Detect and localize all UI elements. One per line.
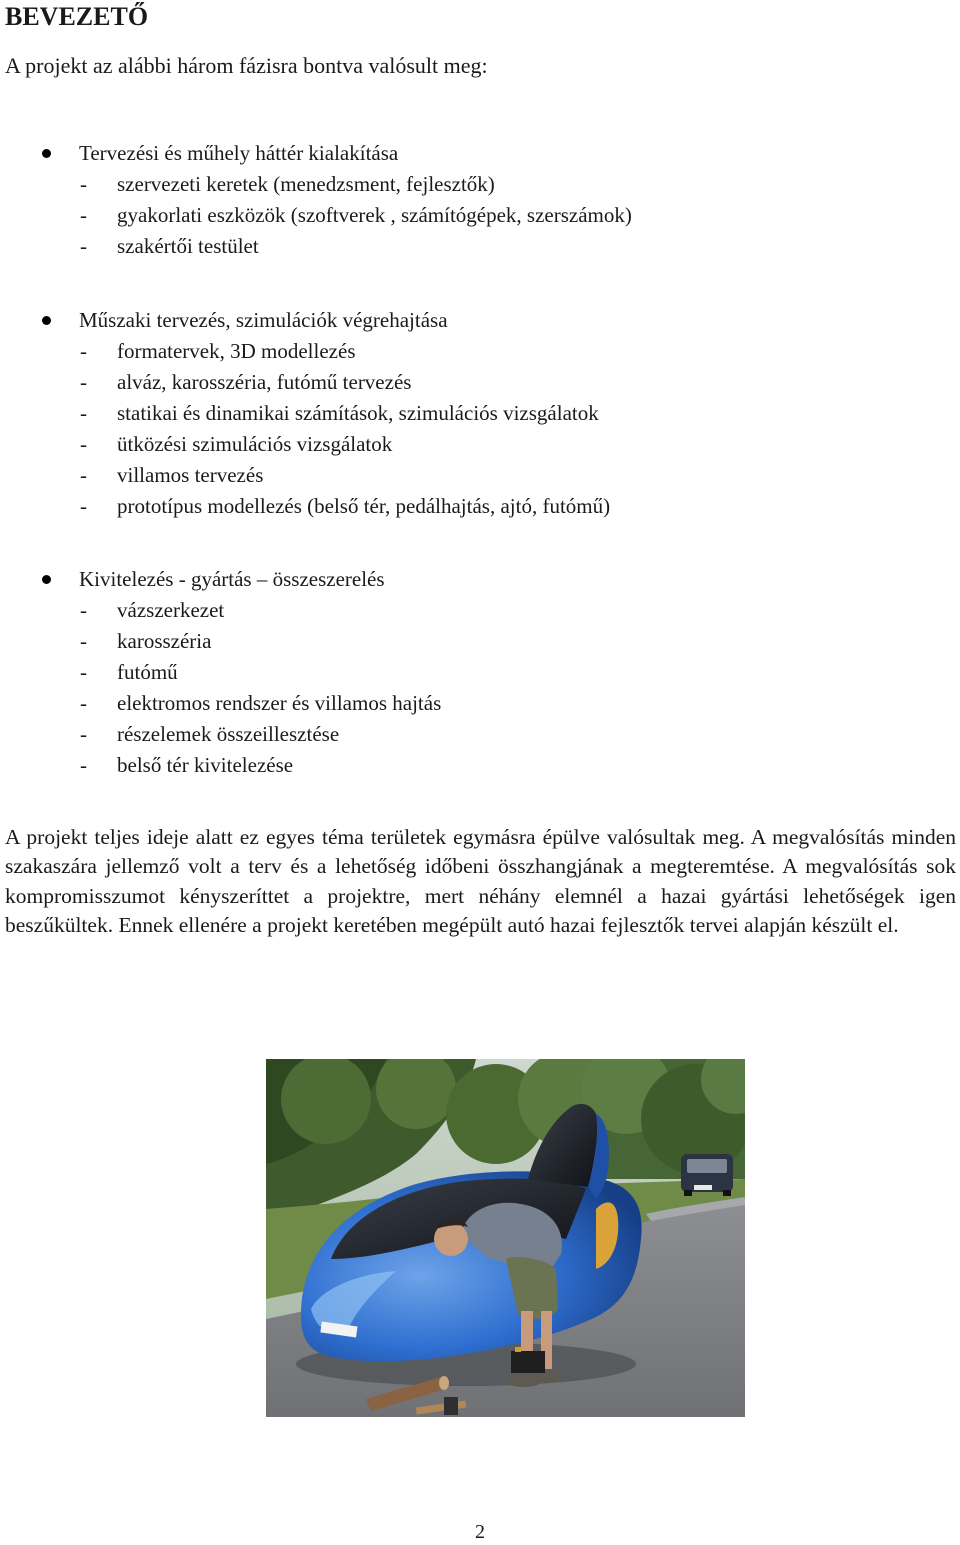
- dash-marker: -: [80, 203, 87, 227]
- dash-marker: -: [80, 463, 87, 487]
- list-item: elektromos rendszer és villamos hajtás: [117, 691, 442, 715]
- dash-marker: -: [80, 234, 87, 258]
- list-item: ütközési szimulációs vizsgálatok: [117, 432, 393, 456]
- dash-marker: -: [80, 339, 87, 363]
- list-item: gyakorlati eszközök (szoftverek , számítógépek, szerszámok): [117, 203, 632, 227]
- dash-marker: -: [80, 432, 87, 456]
- bullet-icon: [42, 575, 51, 584]
- phase-title: Tervezési és műhely háttér kialakítása: [79, 141, 399, 165]
- list-item: részelemek összeillesztése: [117, 722, 340, 746]
- list-item: karosszéria: [117, 629, 212, 653]
- dash-marker: -: [80, 598, 87, 622]
- list-item: alváz, karosszéria, futómű tervezés: [117, 370, 412, 394]
- bullet-icon: [42, 149, 51, 158]
- list-item: futómű: [117, 660, 178, 684]
- page-heading: BEVEZETŐ: [5, 2, 149, 31]
- list-item: szakértői testület: [117, 234, 259, 258]
- bullet-icon: [42, 316, 51, 325]
- intro-text: A projekt az alábbi három fázisra bontva valósult meg:: [5, 53, 488, 78]
- phase-title: Műszaki tervezés, szimulációk végrehajtása: [79, 308, 448, 332]
- dash-marker: -: [80, 172, 87, 196]
- dash-marker: -: [80, 722, 87, 746]
- list-item: formatervek, 3D modellezés: [117, 339, 356, 363]
- dash-marker: -: [80, 494, 87, 518]
- page-number: 2: [475, 1521, 485, 1543]
- dash-marker: -: [80, 401, 87, 425]
- dash-marker: -: [80, 691, 87, 715]
- car-prototype-photo: [266, 1059, 745, 1417]
- dash-marker: -: [80, 629, 87, 653]
- list-item: villamos tervezés: [117, 463, 264, 487]
- list-item: vázszerkezet: [117, 598, 225, 622]
- dash-marker: -: [80, 370, 87, 394]
- list-item: belső tér kivitelezése: [117, 753, 294, 777]
- dash-marker: -: [80, 660, 87, 684]
- summary-paragraph: A projekt teljes ideje alatt ez egyes téma területek egymásra épülve valósultak meg. A megvalósítás minden szakaszára jellemző volt a terv és a lehetőség időbeni összhangjának a megteremtése. A megvalósítás sok kompromisszumot kényszeríttet a projektre, mert néhány elemnél a hazai gyártási lehetőségek igen beszűkültek. Ennek ellenére a projekt keretében megépült autó hazai fejlesztők tervei alapján készült el.: [5, 825, 956, 938]
- list-item: statikai és dinamikai számítások, szimulációs vizsgálatok: [117, 401, 599, 425]
- dash-marker: -: [80, 753, 87, 777]
- list-item: prototípus modellezés (belső tér, pedálhajtás, ajtó, futómű): [117, 494, 611, 518]
- phase-title: Kivitelezés - gyártás – összeszerelés: [79, 567, 385, 591]
- list-item: szervezeti keretek (menedzsment, fejlesztők): [117, 172, 495, 196]
